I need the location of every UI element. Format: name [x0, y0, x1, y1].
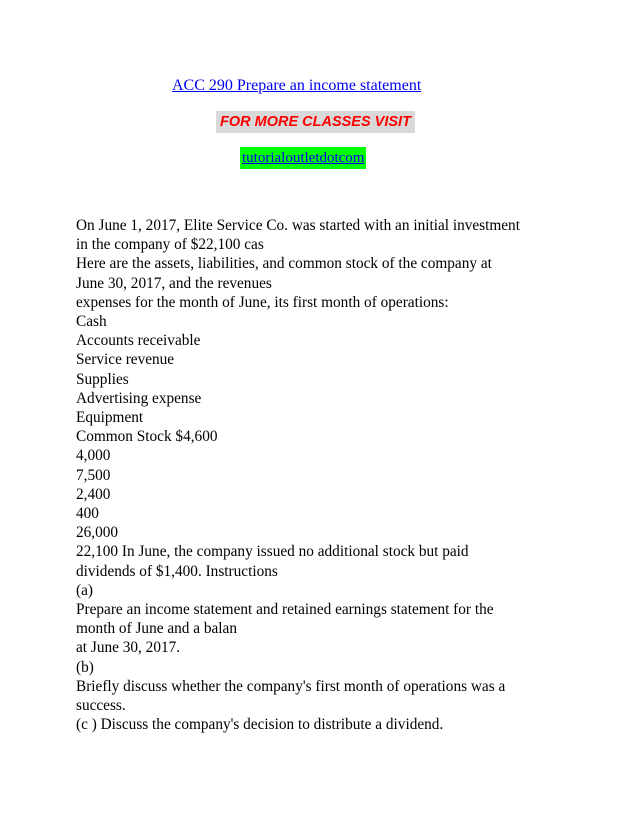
site-link[interactable]: tutorialoutletdotcom	[240, 147, 366, 169]
body-line: Briefly discuss whether the company's first month of operations was a	[76, 677, 506, 695]
body-line: Advertising expense	[76, 389, 202, 407]
title-row	[0, 76, 638, 96]
body-line: (a)	[76, 581, 93, 599]
promo-row	[0, 111, 638, 133]
body-line: Service revenue	[76, 351, 175, 369]
body-line: 7,500	[76, 466, 111, 484]
body-line: On June 1, 2017, Elite Service Co. was started with an initial investment	[76, 217, 520, 234]
body-line: success.	[76, 697, 126, 715]
body-line: (c ) Discuss the company's decision to distribute a dividend.	[76, 716, 444, 734]
body-line: Cash	[76, 313, 107, 331]
body-line: expenses for the month of June, its first month of operations:	[76, 293, 449, 311]
body-line: Accounts receivable	[76, 332, 201, 350]
body-line: (b)	[76, 658, 94, 676]
body-line: 22,100 In June, the company issued no additional stock but paid	[76, 543, 469, 561]
body-line: at June 30, 2017.	[76, 639, 181, 657]
body-line: Supplies	[76, 370, 129, 388]
document-header	[0, 76, 638, 169]
body-line: 4,000	[76, 447, 111, 465]
body-line: in the company of $22,100 cas	[76, 236, 264, 254]
site-row	[0, 147, 638, 169]
body-line: June 30, 2017, and the revenues	[76, 274, 272, 292]
body-line: 2,400	[76, 485, 111, 503]
body-line: Here are the assets, liabilities, and common stock of the company at	[76, 255, 492, 273]
body-text	[76, 216, 576, 734]
body-line: 26,000	[76, 524, 119, 542]
body-line: Equipment	[76, 409, 144, 427]
body-line: dividends of $1,400. Instructions	[76, 562, 278, 580]
body-line: month of June and a balan	[76, 620, 237, 638]
title-link[interactable]: ACC 290 Prepare an income statement	[172, 77, 422, 94]
body-line: 400	[76, 505, 99, 523]
body-line: Prepare an income statement and retained earnings statement for the	[76, 601, 494, 619]
promo-banner: FOR MORE CLASSES VISIT	[216, 111, 415, 133]
body-line: Common Stock $4,600	[76, 428, 218, 446]
